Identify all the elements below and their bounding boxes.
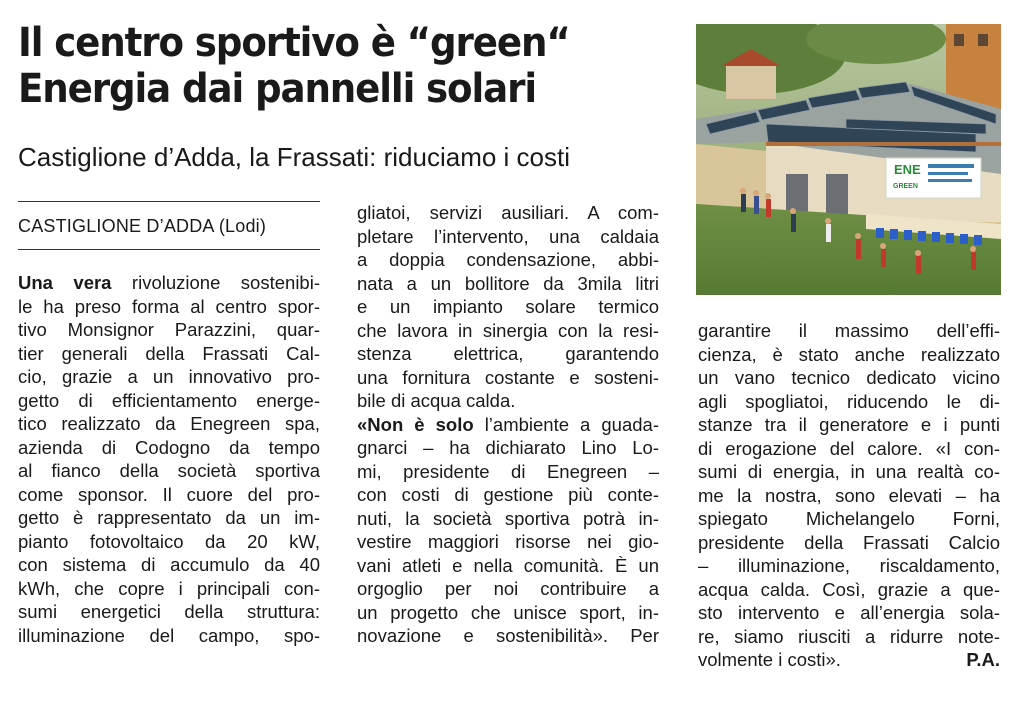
sign-text-top: ENE (894, 162, 921, 177)
article-line: getto è rappresentato da un im- (18, 507, 320, 528)
article-line: vani atleti e nella comunità. È un (357, 554, 659, 576)
line-text: volmente i costi». (698, 649, 841, 670)
article-line: sumi di energia, in una realtà co- (698, 461, 1000, 482)
article-column-2 (357, 201, 659, 648)
article-line: vestire maggiori risorse nei gio- (357, 531, 659, 552)
article-line: tico realizzato da Enegreen spa, (18, 413, 320, 434)
article-line: illuminazione del campo, spo- (18, 624, 320, 646)
article-line: gliatoi, servizi ausiliari. A com- (357, 202, 659, 223)
article-line (357, 413, 659, 437)
headline (18, 20, 570, 112)
article-line: – illuminazione, riscaldamento, (698, 555, 1000, 576)
article-line: al fianco della società sportiva (18, 460, 320, 481)
article-line: agli spogliatoi, riducendo le di- (698, 390, 1000, 412)
article-line (18, 271, 320, 295)
subtitle: Castiglione d’Adda, la Frassati: riduciamo i costi (18, 142, 571, 172)
article-line: e un impianto solare termico (357, 296, 659, 317)
article-line: acqua calda. Così, grazie a que- (698, 578, 1000, 600)
article-line: garantire il massimo dell’effi- (698, 320, 1000, 341)
article-line: spiegato Michelangelo Forni, (698, 508, 1000, 529)
article-line: pianto fotovoltaico da 20 kW, (18, 530, 320, 552)
article-line: getto di efficientamento energe- (18, 389, 320, 411)
headline-line-1: Il centro sportivo è “green“ (18, 20, 570, 66)
author-initials: P.A. (966, 649, 1000, 670)
article-line: con sistema di accumulo da 40 (18, 554, 320, 575)
article-line: con costi di gestione più conte- (357, 484, 659, 505)
article-line: bile di acqua calda. (357, 390, 516, 411)
article-line: re, siamo riusciti a ridurre note- (698, 625, 1000, 647)
article-line: un progetto che unisce sport, in- (357, 601, 659, 623)
article-line: una fornitura costante e sosteni- (357, 366, 659, 388)
article-line: mi, presidente di Enegreen – (357, 460, 659, 482)
article-line-final (698, 648, 1000, 672)
article-line: presidente della Frassati Calcio (698, 531, 1000, 553)
article-line: nata a un bollitore da 3mila litri (357, 272, 659, 294)
article-line: tier generali della Frassati Cal- (18, 342, 320, 364)
article-photo (696, 24, 1001, 295)
dateline-rule-bottom (18, 249, 320, 250)
article-line: gnarci – ha dichiarato Lino Lo- (357, 437, 659, 458)
article-line: pletare l’intervento, una caldaia (357, 225, 659, 247)
article-line: novazione e sostenibilità». Per (357, 625, 659, 646)
article-line: sto intervento e all’energia sola- (698, 602, 1000, 623)
article-line: tivo Monsignor Parazzini, quar- (18, 319, 320, 340)
article-line: nuti, la società sportiva potrà in- (357, 507, 659, 529)
headline-line-2: Energia dai pannelli solari (18, 66, 536, 112)
article-line: stanze tra il generatore e i punti (698, 414, 1000, 435)
dateline-rule-top (18, 201, 320, 202)
article-line: un vano tecnico dedicato vicino (698, 367, 1000, 388)
article-line: azienda di Codogno da tempo (18, 436, 320, 458)
article-line: cio, grazie a un innovativo pro- (18, 366, 320, 387)
line-text: l’ambiente a guada- (473, 413, 659, 435)
article-line: stenza elettrica, garantendo (357, 343, 659, 364)
dateline: CASTIGLIONE D’ADDA (Lodi) (18, 216, 267, 236)
article-line: cienza, è stato anche realizzato (698, 343, 1000, 365)
article-line: a doppia condensazione, abbi- (357, 249, 659, 270)
article-line: kWh, che copre i principali con- (18, 577, 320, 599)
article-line: me la nostra, sono elevati – ha (698, 484, 1000, 506)
article-column-3 (698, 319, 1000, 672)
article-line: sumi energetici della struttura: (18, 601, 320, 622)
article-line: come sponsor. Il cuore del pro- (18, 483, 320, 505)
quote-lead-in: «Non è solo (357, 413, 474, 435)
sports-center-photo (696, 24, 1001, 295)
article-line: che lavora in sinergia con la resi- (357, 319, 659, 341)
article-line: le ha preso forma al centro spor- (18, 295, 320, 317)
article-column-1 (18, 271, 320, 647)
article-line: di erogazione del calore. «I con- (698, 437, 1000, 459)
article-line: orgoglio per noi contribuire a (357, 578, 659, 599)
lead-in: Una vera (18, 272, 112, 293)
line-text: rivoluzione sostenibi- (111, 272, 320, 293)
sign-text-bottom: GREEN (893, 183, 918, 190)
